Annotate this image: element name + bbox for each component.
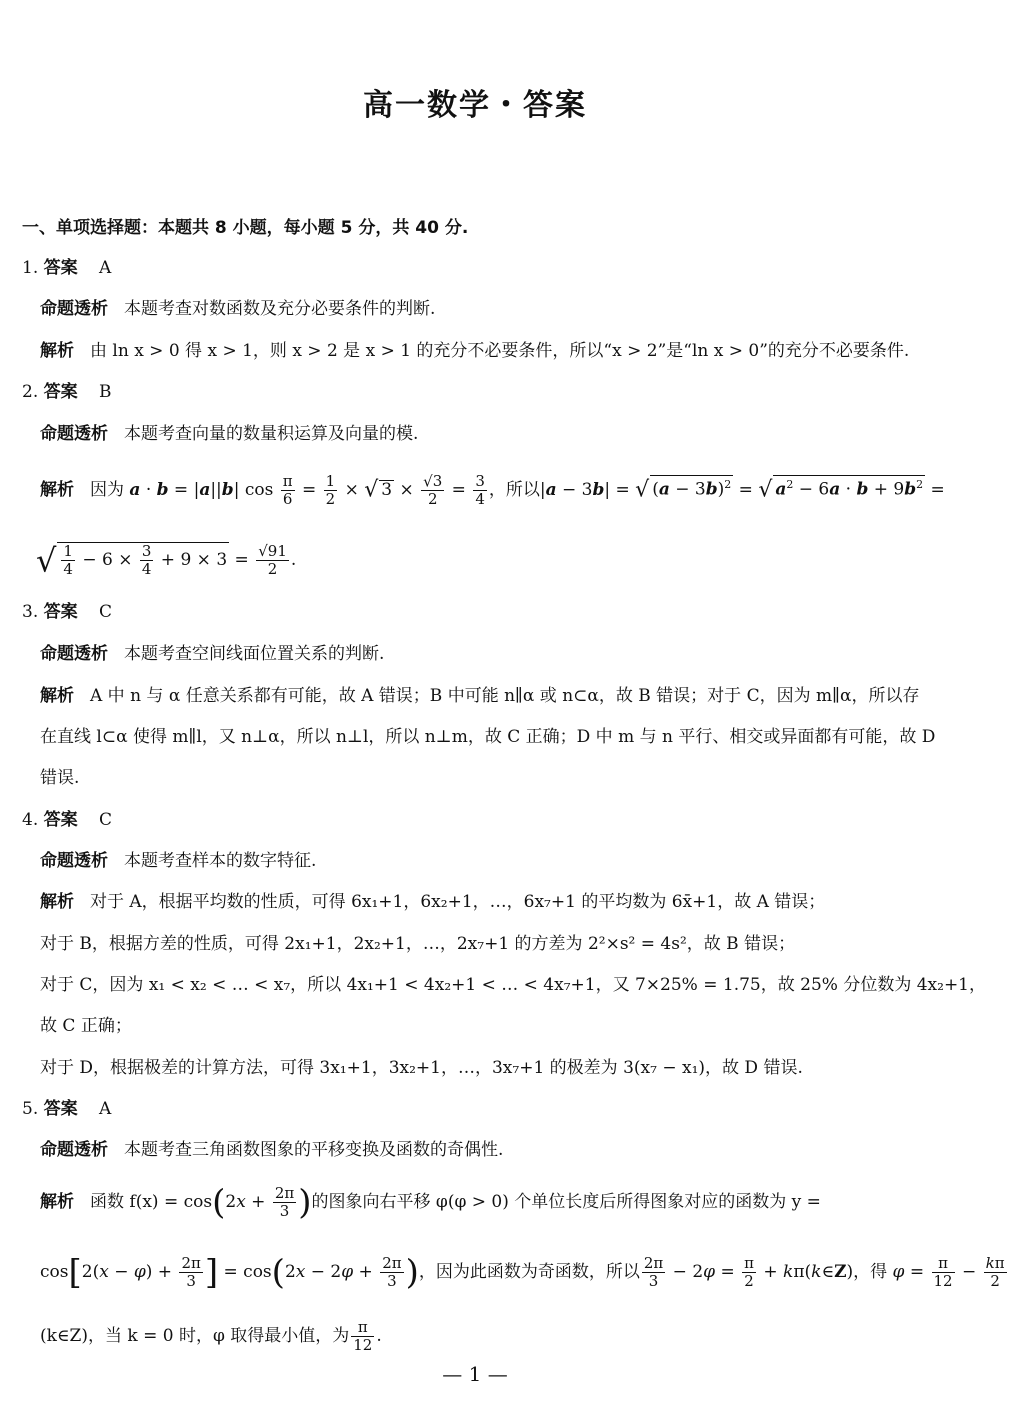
q5-answer-line bbox=[22, 1097, 111, 1121]
q3-intent bbox=[40, 642, 384, 666]
q5-answer-label: 答案 bbox=[43, 1099, 78, 1119]
q1-analysis bbox=[40, 339, 909, 363]
q5-number: 5. bbox=[22, 1099, 39, 1119]
q3-intent-text: 本题考查空间线面位置关系的判断. bbox=[124, 644, 385, 664]
q4-intent bbox=[40, 849, 316, 873]
q5-intent-text: 本题考查三角函数图象的平移变换及函数的奇偶性. bbox=[124, 1140, 504, 1160]
q3-analysis-label: 解析 bbox=[40, 686, 74, 706]
q3-analysis-line1: A 中 n 与 α 任意关系都有可能，故 A 错误；B 中可能 n∥α 或 n⊂α，故 B 错误；对于 C，因为 m∥α，所以存 bbox=[90, 686, 920, 706]
q1-answer-label: 答案 bbox=[43, 258, 78, 278]
q4-analysis-line1: 对于 A，根据平均数的性质，可得 6x₁+1，6x₂+1，…，6x₇+1 的平均数为 6x̄+1，故 A 错误； bbox=[90, 892, 826, 912]
q3-answer-value: C bbox=[99, 602, 113, 622]
page-number: — 1 — bbox=[442, 1362, 508, 1386]
q5-analysis-cont1 bbox=[40, 1250, 1009, 1294]
q2-formula-1: a · b = |a||b| cos $\frac{\pi}{6}$ = $\frac{1}{2}$ × √ 3 × $\frac{√3}{2}$ = $\frac{3}{4}$ bbox=[129, 471, 485, 509]
q2-analysis-cont: √ $\frac{1}{4}$ − 6 × $\frac{3}{4}$ + 9 × 3 = $\frac{√91}{2}$ . bbox=[36, 541, 297, 580]
q2-result-den: 2 bbox=[267, 560, 278, 578]
q5-answer-value: A bbox=[99, 1099, 112, 1119]
q4-analysis-line3: 对于 C，因为 x₁ < x₂ < … < x₇，所以 4x₁+1 < 4x₂+1 < … < 4x₇+1，又 7×25% = 1.75，故 25% 分位数为 4x₂+1， bbox=[40, 975, 986, 995]
q4-analysis-line5: 对于 D，根据极差的计算方法，可得 3x₁+1，3x₂+1，…，3x₇+1 的极差为 3(x₇ − x₁)，故 D 错误. bbox=[40, 1058, 803, 1078]
q4-answer-label: 答案 bbox=[43, 810, 78, 830]
q1-analysis-label: 解析 bbox=[40, 341, 74, 361]
q2-result-num: √91 bbox=[258, 542, 287, 560]
q5-intent-label: 命题透析 bbox=[40, 1140, 108, 1160]
q4-analysis-line4: 故 C 正确； bbox=[40, 1016, 132, 1036]
q2-result bbox=[256, 543, 289, 578]
q1-intent bbox=[40, 297, 435, 321]
q5-analysis-t4: (k∈Z)，当 k = 0 时，φ 取得最小值，为 bbox=[40, 1326, 350, 1346]
q4-intent-label: 命题透析 bbox=[40, 851, 108, 871]
q5-formula-2: cos[2(x − φ) + $\frac{2\pi}{3}$ ] = cos(2x − 2φ + $\frac{2\pi}{3}$ ) bbox=[40, 1252, 419, 1293]
q2-answer-label: 答案 bbox=[43, 382, 78, 402]
q3-analysis-line2: 在直线 l⊂α 使得 m∥l，又 n⊥α，所以 n⊥l，所以 n⊥m，故 C 正确；D 中 m 与 n 平行、相交或异面都有可能，故 D bbox=[40, 727, 936, 747]
q2-formula-3: √ $\frac{1}{4}$ − 6 × $\frac{3}{4}$ + 9 × 3 = bbox=[36, 541, 255, 580]
q4-analysis-line2: 对于 B，根据方差的性质，可得 2x₁+1，2x₂+1，…，2x₇+1 的方差为 2²×s² = 4s²，故 B 错误； bbox=[40, 934, 796, 954]
q2-analysis bbox=[40, 470, 945, 511]
q2-analysis-label: 解析 bbox=[40, 480, 74, 500]
q2-intent bbox=[40, 422, 418, 446]
q4-number: 4. bbox=[22, 810, 39, 830]
q5-formula-1: (2x + $\frac{2\pi}{3}$ ) bbox=[212, 1182, 312, 1223]
q1-number: 1. bbox=[22, 258, 39, 278]
q1-answer-value: A bbox=[99, 258, 112, 278]
q1-answer-line bbox=[22, 256, 111, 280]
q4-analysis bbox=[40, 890, 825, 914]
q2-answer-line bbox=[22, 380, 112, 404]
q5-analysis bbox=[40, 1180, 821, 1224]
q4-answer-value: C bbox=[99, 810, 113, 830]
q5-formula-3: $\frac{2\pi}{3}$ − 2φ = $\frac{\pi}{2}$ + kπ(k∈Z)，得 φ = $\frac{\pi}{12}$ − $\frac{k\pi}{2}$ bbox=[643, 1254, 1005, 1290]
q2-analysis-text2: ，所以 bbox=[488, 480, 540, 500]
q3-intent-label: 命题透析 bbox=[40, 644, 108, 664]
q1-analysis-text: 由 ln x > 0 得 x > 1，则 x > 2 是 x > 1 的充分不必要条件，所以“x > 2”是“ln x > 0”的充分不必要条件. bbox=[90, 341, 910, 361]
q2-formula-2: |a − 3b| = √ $(a - 3b)^2$ = √ $a^2 - 6a \cdot b + 9b^2$ = bbox=[540, 480, 945, 500]
q3-answer-line bbox=[22, 600, 112, 624]
q5-intent bbox=[40, 1138, 503, 1162]
q3-number: 3. bbox=[22, 602, 39, 622]
q5-analysis-cont2: (k∈Z)，当 k = 0 时，φ 取得最小值，为 $\frac{\pi}{12}$ . bbox=[40, 1318, 382, 1354]
q5-result: $\frac{\pi}{12}$ bbox=[353, 1318, 373, 1354]
q5-analysis-t2: 的图象向右平移 φ(φ > 0) 个单位长度后所得图象对应的函数为 y = bbox=[311, 1192, 821, 1212]
q5-analysis-t1: 函数 f(x) = cos bbox=[90, 1192, 213, 1212]
q2-answer-value: B bbox=[99, 382, 112, 402]
q3-analysis-line3: 错误. bbox=[40, 768, 80, 788]
q4-answer-line bbox=[22, 808, 112, 832]
q2-intent-label: 命题透析 bbox=[40, 424, 108, 444]
q3-analysis bbox=[40, 684, 919, 708]
q4-intent-text: 本题考查样本的数字特征. bbox=[124, 851, 317, 871]
q2-analysis-text1: 因为 bbox=[90, 480, 124, 500]
q5-analysis-t3: ，因为此函数为奇函数，所以 bbox=[418, 1262, 640, 1282]
q4-analysis-label: 解析 bbox=[40, 892, 74, 912]
q5-analysis-label: 解析 bbox=[40, 1192, 74, 1212]
page-title: 高一数学・答案 bbox=[363, 88, 587, 123]
section-heading: 一、单项选择题：本题共 8 小题，每小题 5 分，共 40 分. bbox=[22, 218, 469, 238]
q1-intent-text: 本题考查对数函数及充分必要条件的判断. bbox=[124, 299, 436, 319]
q1-intent-label: 命题透析 bbox=[40, 299, 108, 319]
q2-intent-text: 本题考查向量的数量积运算及向量的模. bbox=[124, 424, 419, 444]
q2-number: 2. bbox=[22, 382, 39, 402]
q3-answer-label: 答案 bbox=[43, 602, 78, 622]
